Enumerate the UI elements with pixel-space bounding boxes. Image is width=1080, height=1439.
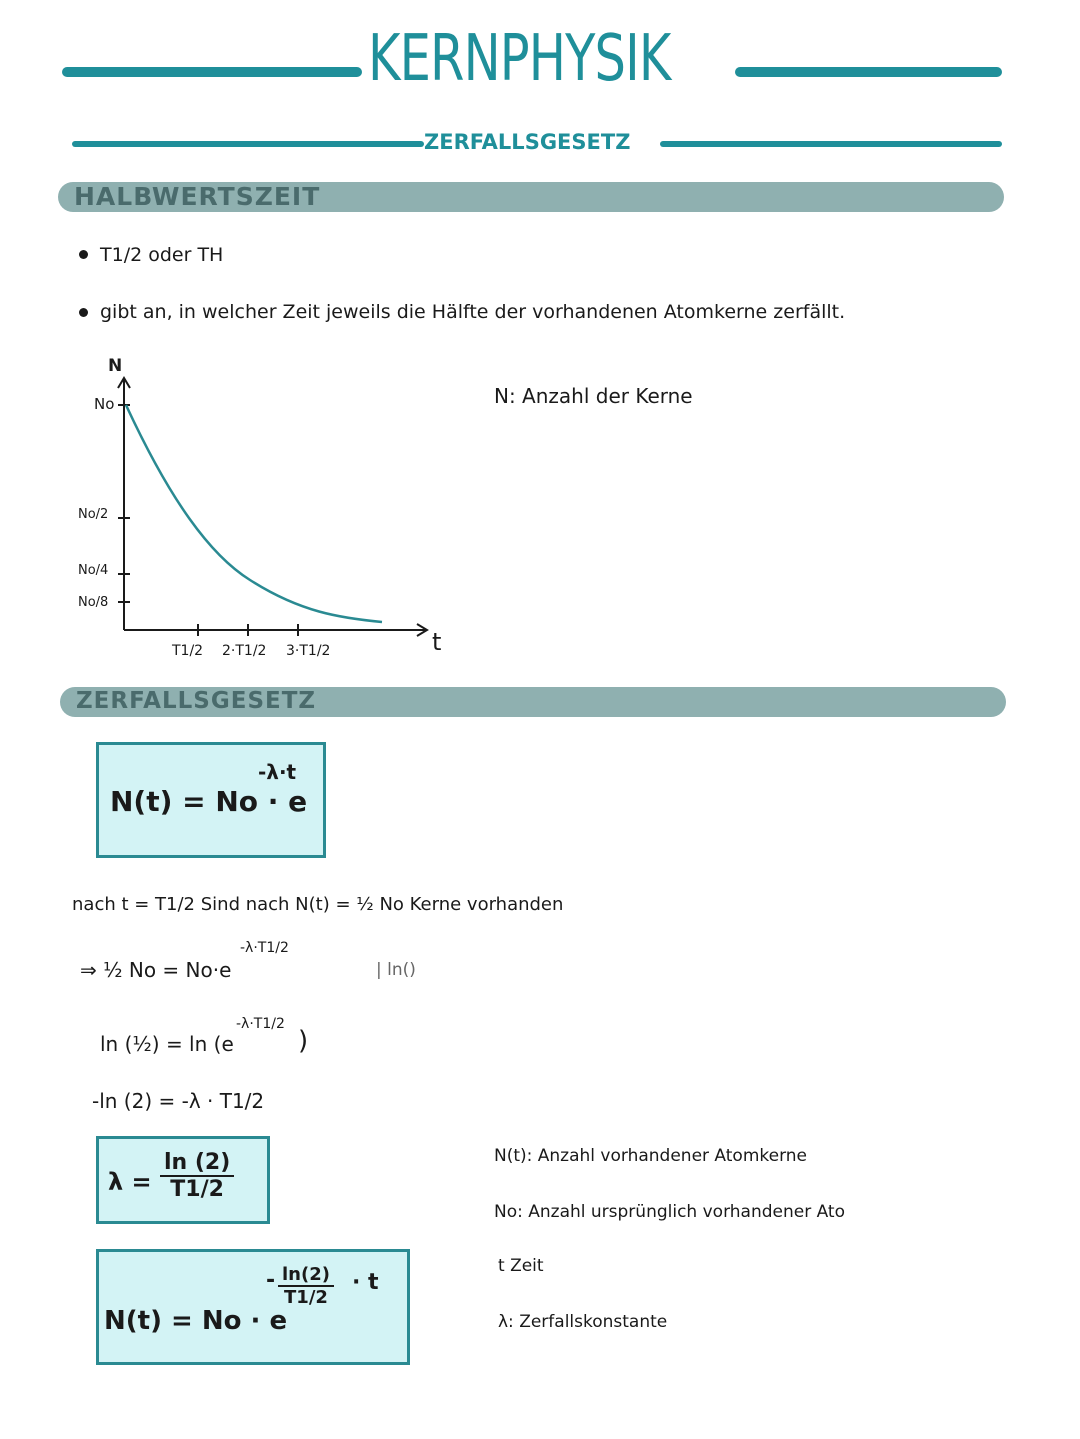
final-exponent-fraction (278, 1264, 334, 1308)
decay-curve (126, 405, 382, 622)
derivation-intro: nach t = T1/2 Sind nach N(t) = ½ No Kerne vorhanden (72, 894, 564, 915)
formula-main-lhs: N(t) = No · e (110, 785, 308, 818)
y-tick-label-no-quarter: No/4 (78, 563, 109, 578)
final-lhs: N(t) = No · e (104, 1306, 288, 1336)
bullet-text-2: gibt an, in welcher Zeit jeweils die Hälfte der vorhandenen Atomkerne zerfällt. (100, 301, 846, 323)
final-exp-numerator: ln(2) (278, 1264, 334, 1287)
final-exp-t: · t (352, 1270, 379, 1295)
subtitle-rule-right (660, 141, 1002, 147)
derivation-step1: ⇒ ½ No = No·e (80, 958, 232, 982)
final-exp-sign: - (266, 1268, 276, 1293)
bullet-icon (79, 308, 88, 317)
subtitle-rule-left (72, 141, 424, 147)
derivation-step3: -ln (2) = -λ · T1/2 (92, 1089, 265, 1113)
derivation-step2-exp: -λ·T1/2 (236, 1016, 285, 1032)
derivation-step2-close: ) (298, 1026, 309, 1056)
section-heading-zerfallsgesetz: ZERFALLSGESETZ (76, 688, 317, 714)
derivation-step2: ln (½) = ln (e (100, 1032, 234, 1056)
definition-no: No: Anzahl ursprünglich vorhandener Ato (494, 1202, 845, 1222)
definition-lambda: λ: Zerfallskonstante (498, 1312, 668, 1332)
derivation-step1-note: | ln() (376, 960, 416, 980)
lambda-denominator: T1/2 (170, 1177, 224, 1202)
formula-main-exp: -λ·t (258, 760, 297, 784)
y-tick-label-no-half: No/2 (78, 507, 109, 522)
y-tick-label-no: No (94, 395, 115, 413)
page-title: KERNPHYSIK (368, 22, 671, 96)
bullet-icon (79, 250, 88, 259)
header-rule-left (62, 67, 362, 77)
section-heading-halbwertszeit: HALBWERTSZEIT (74, 182, 321, 211)
derivation-step1-exp: -λ·T1/2 (240, 940, 289, 956)
bullet-text-1: T1/2 oder TH (100, 244, 224, 266)
x-tick-label-3: 3·T1/2 (286, 643, 331, 659)
lambda-numerator: ln (2) (160, 1150, 234, 1177)
x-tick-label-1: T1/2 (172, 643, 204, 659)
x-tick-label-2: 2·T1/2 (222, 643, 267, 659)
lambda-fraction (160, 1150, 234, 1202)
page-subtitle: ZERFALLSGESETZ (424, 130, 631, 154)
definition-t: t Zeit (498, 1256, 544, 1276)
header-rule-right (735, 67, 1002, 77)
graph-legend-note: N: Anzahl der Kerne (494, 384, 693, 408)
final-exp-denominator: T1/2 (284, 1287, 328, 1308)
y-axis-label: N (108, 356, 123, 376)
definition-nt: N(t): Anzahl vorhandener Atomkerne (494, 1146, 807, 1166)
decay-graph (80, 350, 480, 680)
y-tick-label-no-eighth: No/8 (78, 595, 109, 610)
lambda-lhs: λ = (108, 1168, 152, 1196)
x-axis-label: t (432, 628, 442, 656)
